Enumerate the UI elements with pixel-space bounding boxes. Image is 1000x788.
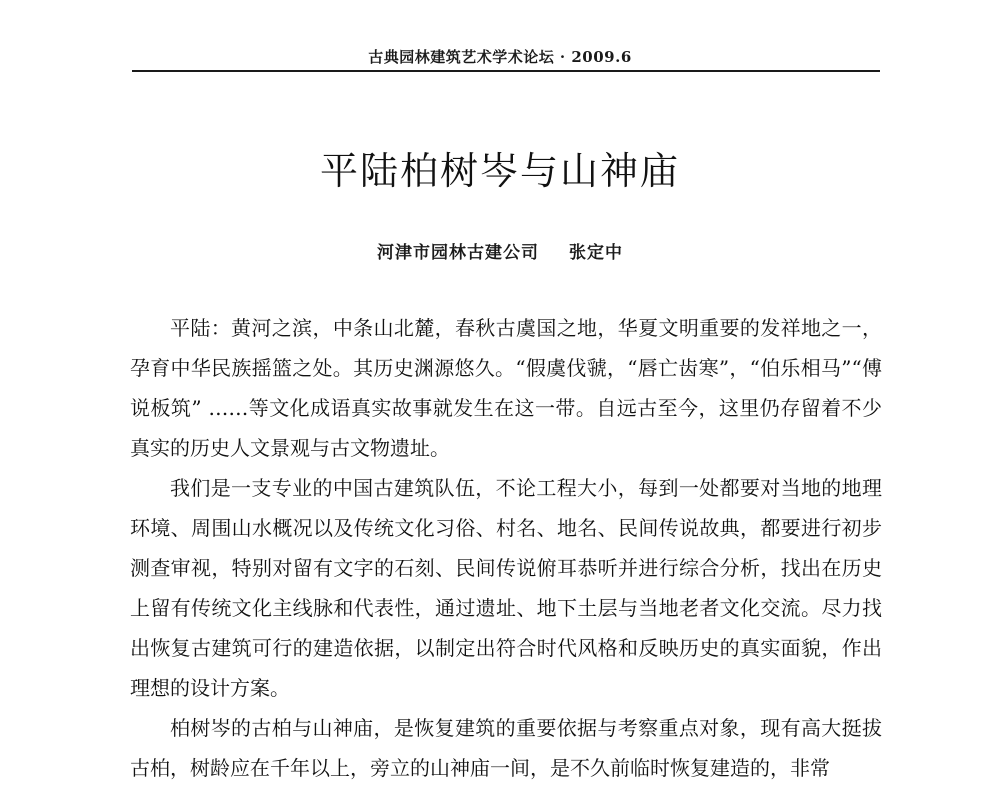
header-rule — [132, 70, 880, 72]
body-paragraph-2: 我们是一支专业的中国古建筑队伍，不论工程大小，每到一处都要对当地的地理环境、周围山水概况以及传统文化习俗、村名、地名、民间传说故典，都要进行初步测查审视，特别对留有文字的石刻、民间传说俯耳恭听并进行综合分析，找出在历史上留有传统文化主线脉和代表性，通过遗址、地下土层与当地老者文化交流。尽力找出恢复古建筑可行的建造依据，以制定出符合时代风格和反映历史的真实面貌，作出理想的设计方案。 — [130, 476, 882, 700]
body-paragraph-1: 平陆：黄河之滨，中条山北麓，春秋古虞国之地，华夏文明重要的发祥地之一，孕育中华民族摇篮之处。其历史渊源悠久。“假虞伐虢，“唇亡齿寒”，“伯乐相马”“傅说板筑” ……等文化成语真实故事就发生在这一带。自远古至今，这里仍存留着不少真实的历史人文景观与古文物遗址。 — [130, 316, 882, 460]
byline — [250, 238, 750, 263]
body-paragraph-3: 柏树岑的古柏与山神庙，是恢复建筑的重要依据与考察重点对象，现有高大挺拔古柏，树龄应在千年以上，旁立的山神庙一间，是不久前临时恢复建造的，非常 — [130, 716, 882, 780]
article-title: 平陆柏树岑与山神庙 — [319, 149, 680, 193]
article-body — [130, 308, 882, 788]
author-name: 张定中 — [569, 243, 623, 263]
running-header: 古典园林建筑艺术学术论坛 · 2009.6 — [368, 48, 632, 66]
author-affiliation: 河津市园林古建公司 — [377, 243, 539, 263]
